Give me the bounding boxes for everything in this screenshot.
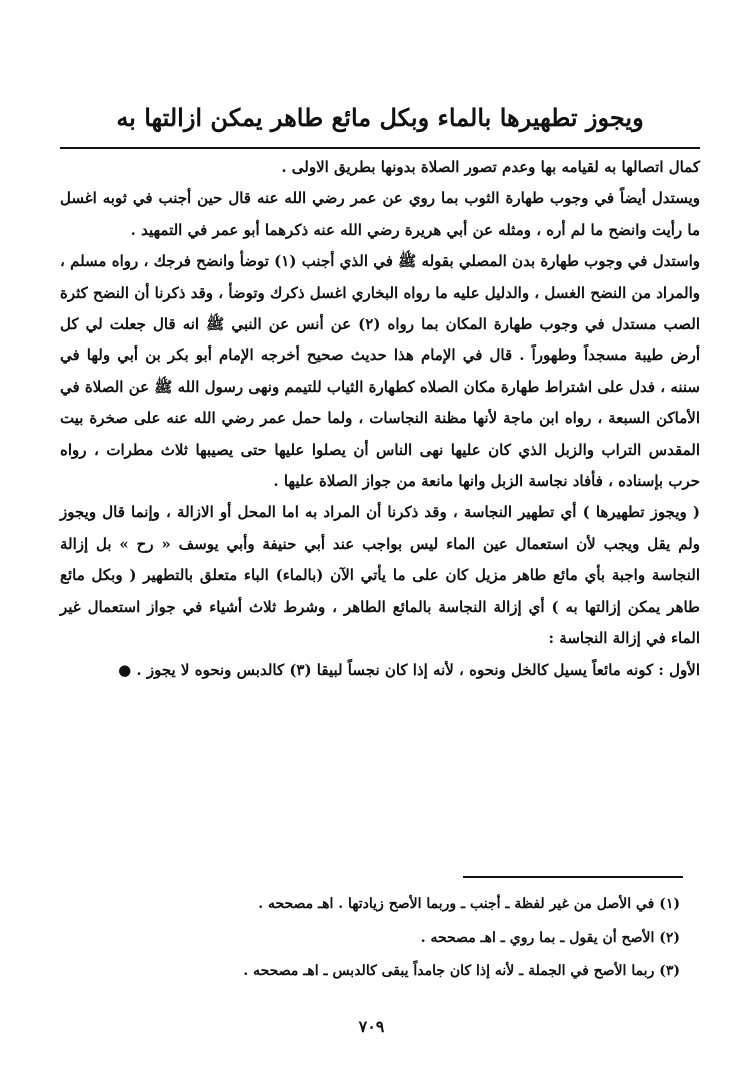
paragraph: كمال اتصالها به لقيامه بها وعدم تصور الصلاة بدونها بطريق الاولى . xyxy=(281,158,700,176)
page-number: ٧٠٩ xyxy=(358,1017,385,1036)
footnote-rule xyxy=(463,876,683,878)
footnote: (١) في الأصل من غير لفظة ـ أجنب ـ وربما الأصح زيادتها . اهـ مصححه . xyxy=(258,896,680,912)
main-text xyxy=(60,152,700,686)
footnotes xyxy=(80,888,680,989)
paragraph: واستدل في وجوب طهارة بدن المصلي بقوله ﷺ في الذي أجنب (١) توضأ وانضح فرجك ، رواه مسلم ، والمراد من النضح الغسل ، والدليل عليه ما رواه البخاري اغسل ذكرك وتوضأ ، وقد ذكرنا أن النضح كثرة الصب مستدل في وجوب طهارة المكان بما رواه (٢) عن أنس عن النبي ﷺ انه قال جعلت لي كل أرض طيبة مسجداً وطهوراً . قال في الإمام هذا حديث صحيح أخرجه الإمام أبو بكر بن أبي ولها في سننه ، فدل على اشتراط طهارة مكان الصلاه كطهارة الثياب للتيمم ونهى رسول الله ﷺ عن الصلاة في الأماكن السبعة ، رواه ابن ماجة لأنها مظنة النجاسات ، ولما حمل عمر رضي الله عنه على صخرة بيت المقدس التراب والزبل الذي كان عليها نهى الناس أن يصلوا عليها حتى يصيبها ثلاث مطرات ، رواه حرب بإسناده ، فأفاد نجاسة الزبل وانها مانعة من جواز الصلاة عليها . xyxy=(60,252,700,491)
footnote: (٣) ربما الأصح في الجملة ـ لأنه إذا كان جامداً يبقى كالدبس ـ اهـ مصححه . xyxy=(243,963,680,979)
paragraph: ويستدل أيضاً في وجوب طهارة الثوب بما روي عن عمر رضي الله عنه قال حين أجنب في ثوبه اغسل ما رأيت وانضح ما لم أره ، ومثله عن أبي هريرة رضي الله عنه ذكرهما أبو عمر في التمهيد . xyxy=(60,189,700,239)
running-header: ويجوز تطهيرها بالماء وبكل مائع طاهر يمكن ازالتها به xyxy=(116,103,644,132)
header-rule xyxy=(60,147,700,149)
paragraph: الأول : كونه مائعاً يسيل كالخل ونحوه ، لأنه إذا كان نجساً لبيقا (٣) كالدبس ونحوه لا يجوز . ● xyxy=(118,660,700,679)
footnote: (٢) الأصح أن يقول ـ بما روي ـ اهـ مصححه . xyxy=(420,929,680,946)
paragraph: ( ويجوز تطهيرها ) أي تطهير النجاسة ، وقد ذكرنا أن المراد به اما المحل أو الازالة ، وإنما قال ويجوز ولم يقل ويجب لأن استعمال عين الماء ليس بواجب عند أبي حنيفة وأبي يوسف « رح » بل إزالة النجاسة واجبة بأي مائع طاهر مزيل كان على ما يأتي الآن (بالماء) الباء متعلق بالتطهير ( وبكل مائع طاهر يمكن إزالتها به ) أي إزالة النجاسة بالمائع الطاهر ، وشرط ثلاث أشياء في جواز استعمال غير الماء في إزالة النجاسة : xyxy=(60,503,700,648)
